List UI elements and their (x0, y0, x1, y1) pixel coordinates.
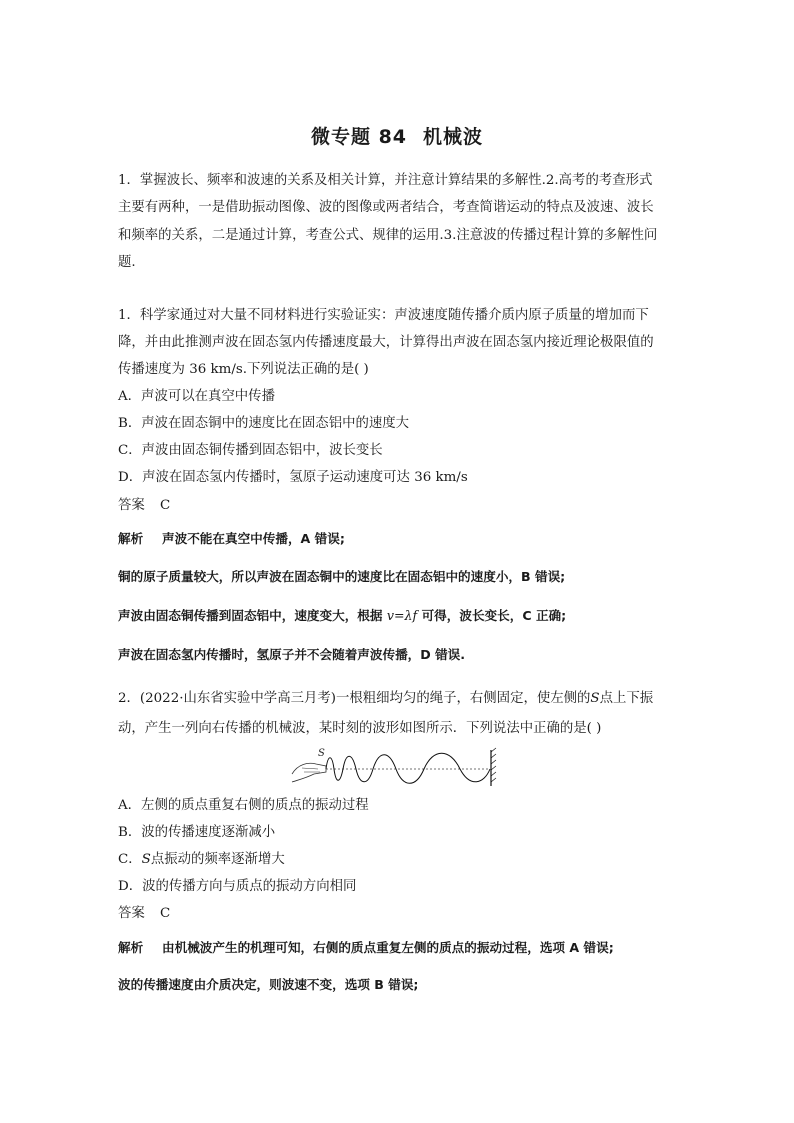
hand-outline (292, 763, 326, 782)
q1-analysis-label: 解析 (118, 531, 144, 546)
q2-analysis-line-1: 解析 由机械波产生的机理可知，右侧的质点重复左侧的质点的振动过程，选项 A 错误; (118, 940, 614, 955)
q2-option-a: A．左侧的质点重复右侧的质点的振动过程 (118, 798, 369, 813)
q1-option-d: D．声波在固态氢内传播时，氢原子运动速度可达 36 km/s (118, 470, 468, 485)
title-sub: 机械波 (423, 126, 484, 148)
wave-figure (290, 744, 500, 788)
q1-option-c: C．声波由固态铜传播到固态铝中，波长变长 (118, 443, 383, 458)
q1-answer-value: C (160, 498, 171, 513)
q1-analysis-line-4: 声波在固态氢内传播时，氢原子并不会随着声波传播，D 错误. (118, 647, 466, 662)
q1-formula: v=λf (386, 608, 418, 623)
q1-analysis-line-1: 解析 声波不能在真空中传播，A 错误; (118, 531, 345, 546)
intro-line-4: 题. (118, 255, 136, 270)
title-main: 微专题 84 (310, 126, 408, 148)
q2-answer-label: 答案 (118, 906, 145, 921)
intro-line-1: 1．掌握波长、频率和波速的关系及相关计算，并注意计算结果的多解性.2.高考的考查形式 (118, 173, 653, 188)
q1-analysis-line-2: 铜的原子质量较大，所以声波在固态铜中的速度比在固态铝中的速度小，B 错误; (118, 569, 566, 584)
q1-option-a: A．声波可以在真空中传播 (118, 389, 275, 404)
q2-answer-value: C (160, 906, 171, 921)
wall-hatching (491, 748, 496, 782)
q1-stem-line-3: 传播速度为 36 km/s.下列说法正确的是( ) (118, 362, 369, 377)
q1-stem-line-1: 1．科学家通过对大量不同材料进行实验证实：声波速度随传播介质内原子质量的增加而下 (118, 308, 649, 323)
intro-line-3: 和频率的关系，二是通过计算，考查公式、规律的运用.3.注意波的传播过程计算的多解性问 (118, 228, 658, 243)
q1-option-b: B．声波在固态铜中的速度比在固态铝中的速度大 (118, 416, 410, 431)
q2-analysis-label: 解析 (118, 940, 144, 955)
q2-option-b: B．波的传播速度逐渐减小 (118, 825, 276, 840)
q1-answer-label: 答案 (118, 498, 145, 513)
q2-analysis-line-2: 波的传播速度由介质决定，则波速不变，选项 B 错误; (118, 977, 419, 992)
q1-analysis-line-3: 声波由固态铜传播到固态铝中，速度变大，根据 v=λf 可得，波长变长，C 正确; (118, 608, 567, 623)
wave-source-label: S (318, 748, 325, 759)
intro-line-2: 主要有两种，一是借助振动图像、波的图像或两者结合，考查简谐运动的特点及波速、波长 (118, 200, 654, 215)
hand-fingers (302, 768, 320, 772)
q2-stem-line-2: 动，产生一列向右传播的机械波，某时刻的波形如图所示．下列说法中正确的是( ) (118, 721, 602, 736)
q1-stem-line-2: 降，并由此推测声波在固态氢内传播速度最大，计算得出声波在固态氢内接近理论极限值的 (118, 335, 654, 350)
page-title (0, 122, 794, 149)
q2-stem-line-1: 2．(2022·山东省实验中学高三月考)一根粗细均匀的绳子，右侧固定，使左侧的S点上下振 (118, 691, 654, 706)
q2-option-c: C．S点振动的频率逐渐增大 (118, 852, 285, 867)
q1-answer (118, 497, 678, 515)
q2-option-d: D．波的传播方向与质点的振动方向相同 (118, 879, 357, 894)
wave-curve (326, 753, 490, 783)
q2-answer (118, 905, 678, 923)
